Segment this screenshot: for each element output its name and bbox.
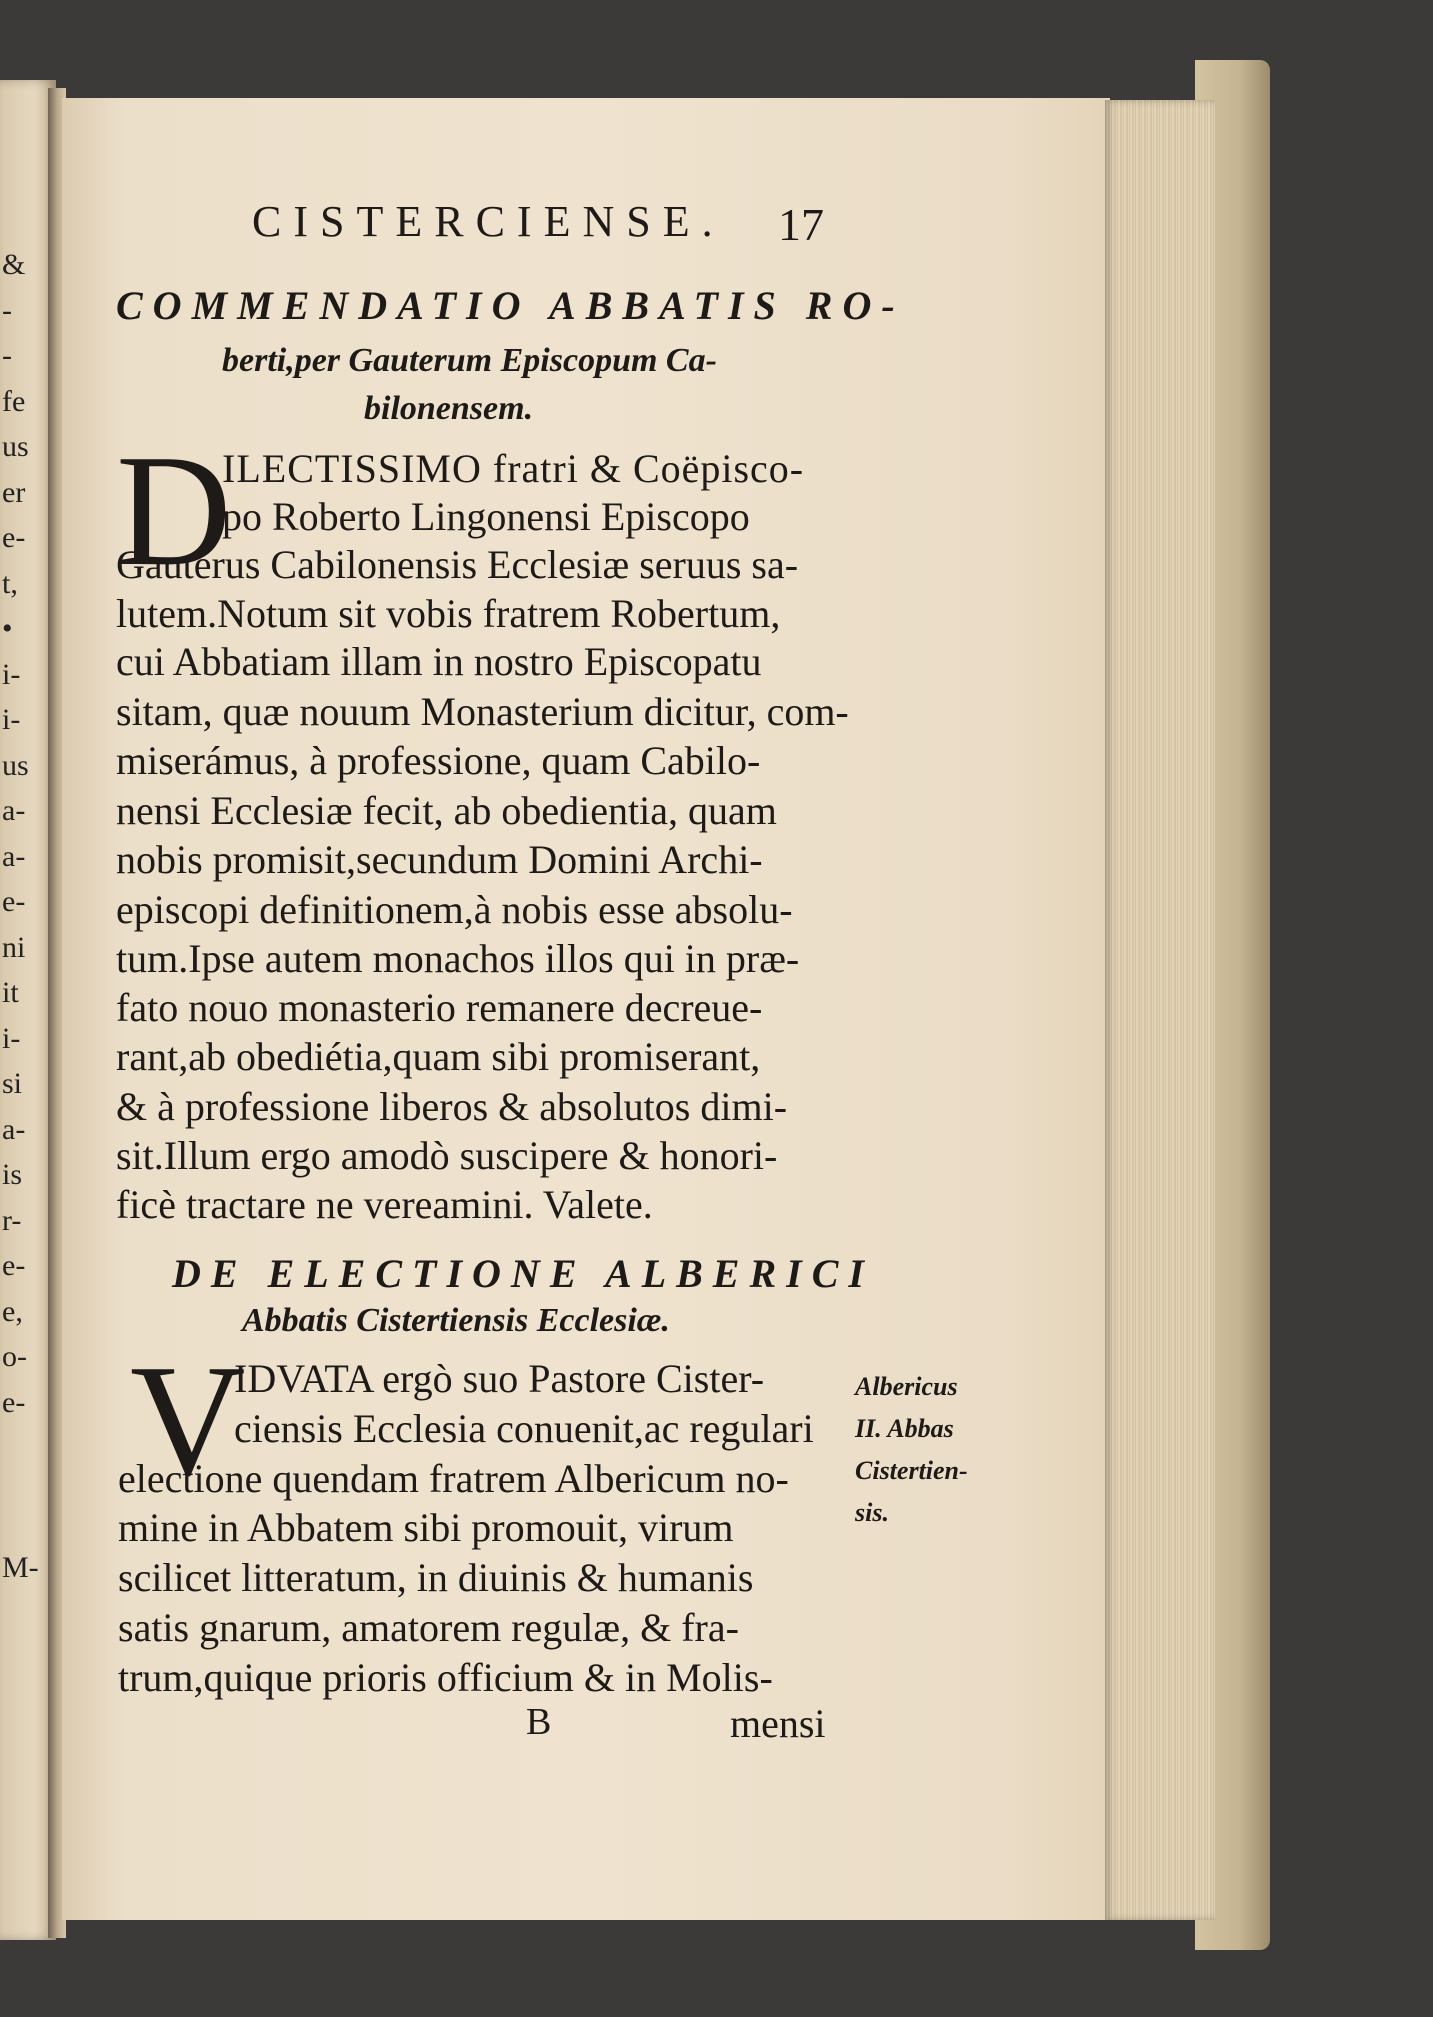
left-page-fragment: t, — [2, 566, 18, 600]
body-text-line: miserámus, à professione, quam Cabilo- — [116, 738, 761, 783]
left-page-fragment: i- — [2, 1021, 21, 1055]
margin-note-line: Albericus — [855, 1372, 958, 1401]
body-text-line: & à professione liberos & absolutos dimi- — [116, 1084, 788, 1129]
body-text-line: cui Abbatiam illam in nostro Episcopatu — [116, 639, 762, 684]
body-text-line: nensi Ecclesiæ fecit, ab obedientia, quam — [116, 788, 777, 833]
body-text-line: IDVATA ergò suo Pastore Cister- — [234, 1356, 765, 1401]
left-page-fragment: r- — [2, 1203, 22, 1237]
drop-capital: V — [130, 1331, 246, 1509]
left-page-fragment: a- — [2, 839, 26, 873]
page-edges — [1105, 100, 1215, 1920]
section-title-line: Abbatis Cistertiensis Ecclesiæ. — [242, 1302, 670, 1339]
body-text-line: trum,quique prioris officium & in Molis- — [118, 1655, 773, 1700]
body-text-line: po Roberto Lingonensi Episcopo — [222, 494, 750, 539]
page-number: 17 — [778, 199, 824, 250]
left-page-fragment: a- — [2, 1112, 26, 1146]
left-page-fragment: • — [2, 612, 13, 645]
left-page-fragment: e- — [2, 1249, 26, 1282]
left-page-fragment: si — [2, 1067, 23, 1100]
margin-note-line: II. Abbas — [855, 1414, 954, 1443]
body-text-line: sitam, quæ nouum Monasterium dicitur, com- — [116, 689, 849, 734]
body-text-line: mine in Abbatem sibi promouit, virum — [118, 1505, 734, 1550]
left-page-fragment: ni — [2, 930, 26, 964]
left-page-fragment: fe — [2, 384, 26, 418]
left-page-fragment: it — [2, 976, 19, 1009]
left-page-fragment: - — [2, 293, 12, 327]
left-page-fragment: i- — [2, 703, 21, 736]
margin-note-line: sis. — [855, 1498, 889, 1527]
body-text-line: lutem.Notum sit vobis fratrem Robertum, — [116, 591, 781, 636]
body-text-line: episcopi definitionem,à nobis esse absolu- — [116, 887, 793, 932]
body-text-line: scilicet litteratum, in diuinis & humanis — [118, 1555, 754, 1600]
left-page-fragment: er — [2, 475, 26, 509]
left-page-fragment: e- — [2, 1385, 26, 1419]
left-page-fragment: o- — [2, 1340, 27, 1373]
left-page-fragment: e- — [2, 885, 26, 918]
left-page-fragment: us — [2, 430, 29, 463]
body-text-line: satis gnarum, amatorem regulæ, & fra- — [118, 1605, 739, 1650]
left-page-fragment: e- — [2, 521, 26, 554]
margin-note-line: Cistertien- — [855, 1456, 968, 1485]
body-text-line: sit.Illum ergo amodò suscipere & honori- — [116, 1133, 778, 1178]
body-text-line: ILECTISSIMO fratri & Coëpisco- — [222, 446, 805, 491]
body-text-line: fato nouo monasterio remanere decreue- — [116, 985, 763, 1030]
section-title-line: DE ELECTIONE ALBERICI — [172, 1251, 874, 1296]
left-page-fragment: e, — [2, 1294, 23, 1328]
left-page-fragment: - — [2, 339, 12, 372]
running-header: CISTERCIENSE. — [252, 197, 725, 246]
body-text-line: electione quendam fratrem Albericum no- — [118, 1456, 789, 1501]
left-page-fragment: M- — [2, 1551, 39, 1584]
body-text-line: ciensis Ecclesia conuenit,ac regulari — [234, 1406, 814, 1451]
section-title-line: berti,per Gauterum Episcopum Ca- — [222, 342, 717, 379]
body-text-line: Gauterus Cabilonensis Ecclesiæ seruus sa- — [116, 542, 799, 587]
catchword: mensi — [730, 1701, 826, 1746]
body-text-line: tum.Ipse autem monachos illos qui in præ- — [116, 936, 800, 981]
left-page-fragment: is — [2, 1158, 23, 1191]
section-title-line: bilonensem. — [364, 390, 534, 427]
drop-capital: D — [116, 421, 232, 599]
body-text-line: rant,ab obediétia,quam sibi promiserant, — [116, 1034, 761, 1079]
signature-mark: B — [526, 1701, 552, 1743]
body-text-line: nobis promisit,secundum Domini Archi- — [116, 837, 763, 882]
left-page-fragment: i- — [2, 657, 21, 691]
section-title-line: COMMENDATIO ABBATIS RO- — [116, 283, 905, 328]
left-page-fragment: a- — [2, 794, 26, 827]
left-page-fragment: & — [2, 248, 26, 281]
left-page-fragment: us — [2, 748, 29, 782]
body-text-line: ficè tractare ne vereamini. Valete. — [116, 1182, 653, 1227]
